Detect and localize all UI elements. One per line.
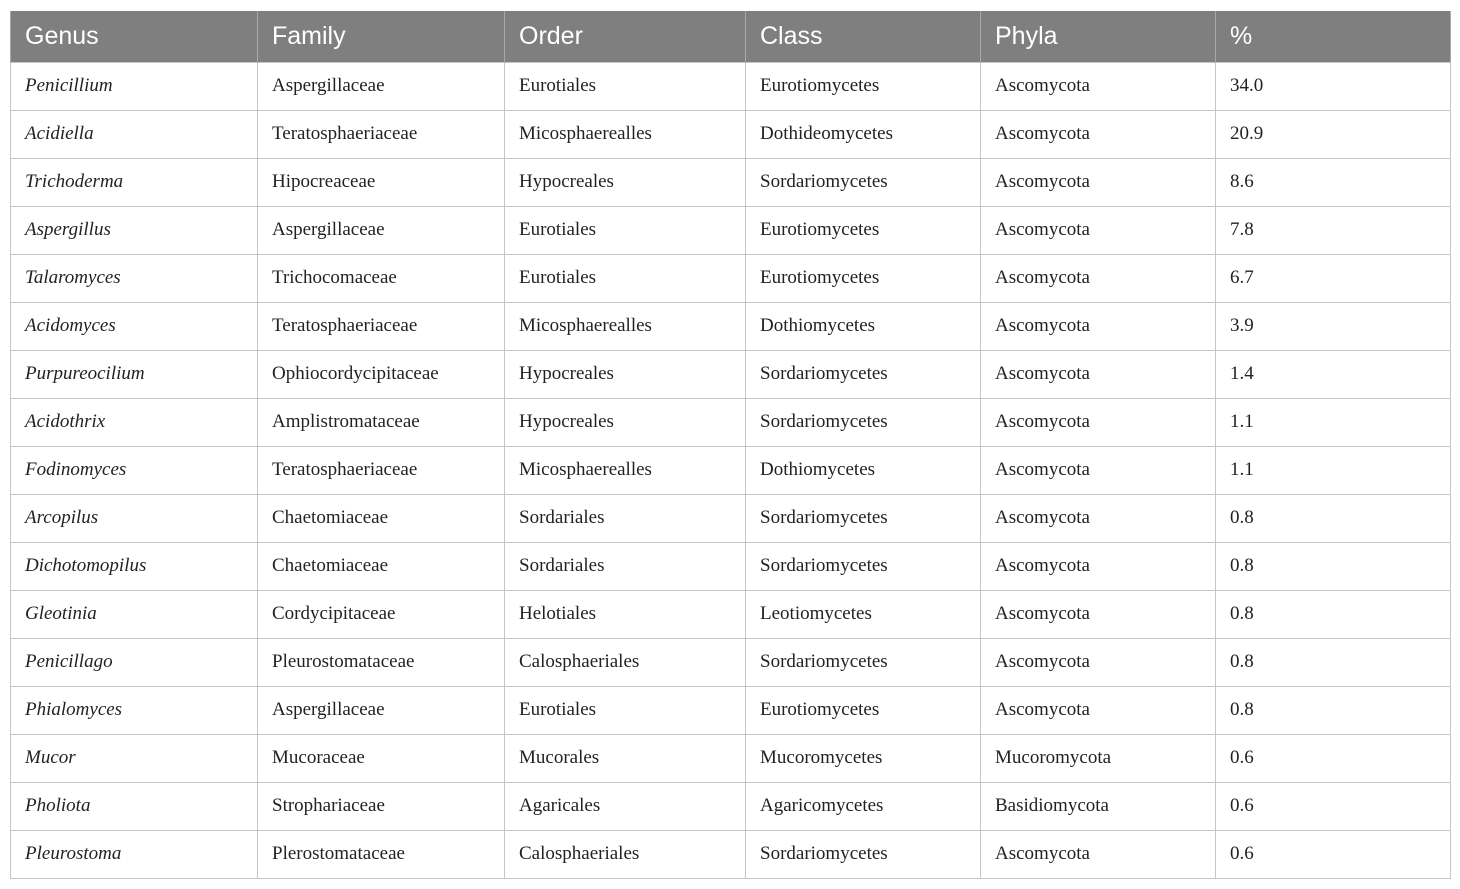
table-row bbox=[11, 62, 1451, 110]
cell-order: Micosphaerealles bbox=[505, 110, 746, 158]
cell-genus: Trichoderma bbox=[11, 158, 258, 206]
cell-genus: Pleurostoma bbox=[11, 830, 258, 878]
cell-class: Agaricomycetes bbox=[746, 782, 981, 830]
cell-genus: Aspergillus bbox=[11, 206, 258, 254]
cell-family: Teratosphaeriaceae bbox=[258, 110, 505, 158]
cell-order: Hypocreales bbox=[505, 158, 746, 206]
table-row bbox=[11, 350, 1451, 398]
table-row bbox=[11, 398, 1451, 446]
cell-genus: Acidomyces bbox=[11, 302, 258, 350]
cell-class: Sordariomycetes bbox=[746, 494, 981, 542]
cell-genus: Talaromyces bbox=[11, 254, 258, 302]
cell-percent: 0.6 bbox=[1216, 782, 1451, 830]
cell-class: Dothiomycetes bbox=[746, 302, 981, 350]
cell-genus: Gleotinia bbox=[11, 590, 258, 638]
cell-order: Helotiales bbox=[505, 590, 746, 638]
header-phyla: Phyla bbox=[981, 11, 1216, 62]
table-row bbox=[11, 542, 1451, 590]
cell-phyla: Ascomycota bbox=[981, 158, 1216, 206]
cell-percent: 0.8 bbox=[1216, 590, 1451, 638]
table-row bbox=[11, 110, 1451, 158]
header-class: Class bbox=[746, 11, 981, 62]
table-row bbox=[11, 446, 1451, 494]
table-row bbox=[11, 158, 1451, 206]
cell-order: Mucorales bbox=[505, 734, 746, 782]
cell-class: Sordariomycetes bbox=[746, 398, 981, 446]
cell-genus: Penicillago bbox=[11, 638, 258, 686]
cell-genus: Penicillium bbox=[11, 62, 258, 110]
cell-class: Eurotiomycetes bbox=[746, 62, 981, 110]
cell-class: Eurotiomycetes bbox=[746, 254, 981, 302]
cell-percent: 0.6 bbox=[1216, 830, 1451, 878]
cell-percent: 1.1 bbox=[1216, 446, 1451, 494]
cell-family: Hipocreaceae bbox=[258, 158, 505, 206]
cell-genus: Dichotomopilus bbox=[11, 542, 258, 590]
cell-family: Aspergillaceae bbox=[258, 206, 505, 254]
cell-percent: 6.7 bbox=[1216, 254, 1451, 302]
cell-family: Aspergillaceae bbox=[258, 62, 505, 110]
table-row bbox=[11, 830, 1451, 878]
cell-class: Eurotiomycetes bbox=[746, 686, 981, 734]
cell-order: Eurotiales bbox=[505, 254, 746, 302]
table-header bbox=[11, 11, 1451, 62]
cell-phyla: Ascomycota bbox=[981, 206, 1216, 254]
cell-family: Strophariaceae bbox=[258, 782, 505, 830]
cell-order: Eurotiales bbox=[505, 206, 746, 254]
cell-phyla: Ascomycota bbox=[981, 254, 1216, 302]
fungal-genera-table-container bbox=[10, 11, 1450, 879]
cell-phyla: Ascomycota bbox=[981, 62, 1216, 110]
cell-order: Hypocreales bbox=[505, 350, 746, 398]
cell-family: Cordycipitaceae bbox=[258, 590, 505, 638]
cell-phyla: Mucoromycota bbox=[981, 734, 1216, 782]
cell-genus: Acidothrix bbox=[11, 398, 258, 446]
cell-phyla: Ascomycota bbox=[981, 830, 1216, 878]
cell-family: Plerostomataceae bbox=[258, 830, 505, 878]
cell-genus: Pholiota bbox=[11, 782, 258, 830]
fungal-genera-table bbox=[10, 11, 1451, 879]
cell-percent: 1.1 bbox=[1216, 398, 1451, 446]
cell-order: Calosphaeriales bbox=[505, 830, 746, 878]
cell-phyla: Ascomycota bbox=[981, 350, 1216, 398]
cell-percent: 20.9 bbox=[1216, 110, 1451, 158]
cell-class: Sordariomycetes bbox=[746, 830, 981, 878]
table-row bbox=[11, 734, 1451, 782]
cell-family: Trichocomaceae bbox=[258, 254, 505, 302]
header-family: Family bbox=[258, 11, 505, 62]
cell-phyla: Ascomycota bbox=[981, 494, 1216, 542]
cell-order: Eurotiales bbox=[505, 686, 746, 734]
cell-class: Sordariomycetes bbox=[746, 350, 981, 398]
cell-class: Mucoromycetes bbox=[746, 734, 981, 782]
cell-order: Calosphaeriales bbox=[505, 638, 746, 686]
table-row bbox=[11, 638, 1451, 686]
cell-family: Chaetomiaceae bbox=[258, 542, 505, 590]
table-body bbox=[11, 62, 1451, 878]
cell-phyla: Ascomycota bbox=[981, 638, 1216, 686]
cell-order: Sordariales bbox=[505, 542, 746, 590]
cell-phyla: Ascomycota bbox=[981, 110, 1216, 158]
table-row bbox=[11, 686, 1451, 734]
cell-phyla: Ascomycota bbox=[981, 590, 1216, 638]
cell-percent: 0.8 bbox=[1216, 494, 1451, 542]
cell-family: Amplistromataceae bbox=[258, 398, 505, 446]
header-row bbox=[11, 11, 1451, 62]
cell-phyla: Ascomycota bbox=[981, 302, 1216, 350]
cell-phyla: Ascomycota bbox=[981, 446, 1216, 494]
cell-percent: 0.6 bbox=[1216, 734, 1451, 782]
cell-order: Agaricales bbox=[505, 782, 746, 830]
cell-percent: 3.9 bbox=[1216, 302, 1451, 350]
cell-genus: Arcopilus bbox=[11, 494, 258, 542]
cell-order: Sordariales bbox=[505, 494, 746, 542]
cell-class: Leotiomycetes bbox=[746, 590, 981, 638]
cell-phyla: Ascomycota bbox=[981, 398, 1216, 446]
cell-phyla: Ascomycota bbox=[981, 686, 1216, 734]
cell-phyla: Ascomycota bbox=[981, 542, 1216, 590]
table-row bbox=[11, 590, 1451, 638]
cell-family: Aspergillaceae bbox=[258, 686, 505, 734]
cell-percent: 0.8 bbox=[1216, 638, 1451, 686]
cell-class: Dothideomycetes bbox=[746, 110, 981, 158]
header-genus: Genus bbox=[11, 11, 258, 62]
cell-order: Eurotiales bbox=[505, 62, 746, 110]
table-row bbox=[11, 494, 1451, 542]
cell-class: Dothiomycetes bbox=[746, 446, 981, 494]
cell-order: Micosphaerealles bbox=[505, 302, 746, 350]
cell-class: Sordariomycetes bbox=[746, 158, 981, 206]
cell-family: Pleurostomataceae bbox=[258, 638, 505, 686]
table-row bbox=[11, 206, 1451, 254]
cell-family: Chaetomiaceae bbox=[258, 494, 505, 542]
header-percent: % bbox=[1216, 11, 1451, 62]
cell-percent: 1.4 bbox=[1216, 350, 1451, 398]
cell-percent: 0.8 bbox=[1216, 686, 1451, 734]
cell-class: Sordariomycetes bbox=[746, 638, 981, 686]
table-row bbox=[11, 302, 1451, 350]
header-order: Order bbox=[505, 11, 746, 62]
table-row bbox=[11, 782, 1451, 830]
cell-percent: 0.8 bbox=[1216, 542, 1451, 590]
cell-percent: 34.0 bbox=[1216, 62, 1451, 110]
cell-family: Ophiocordycipitaceae bbox=[258, 350, 505, 398]
cell-class: Sordariomycetes bbox=[746, 542, 981, 590]
cell-order: Hypocreales bbox=[505, 398, 746, 446]
cell-genus: Purpureocilium bbox=[11, 350, 258, 398]
cell-phyla: Basidiomycota bbox=[981, 782, 1216, 830]
cell-class: Eurotiomycetes bbox=[746, 206, 981, 254]
cell-genus: Mucor bbox=[11, 734, 258, 782]
cell-family: Teratosphaeriaceae bbox=[258, 446, 505, 494]
table-row bbox=[11, 254, 1451, 302]
cell-family: Mucoraceae bbox=[258, 734, 505, 782]
cell-genus: Phialomyces bbox=[11, 686, 258, 734]
cell-genus: Acidiella bbox=[11, 110, 258, 158]
cell-percent: 8.6 bbox=[1216, 158, 1451, 206]
cell-family: Teratosphaeriaceae bbox=[258, 302, 505, 350]
cell-genus: Fodinomyces bbox=[11, 446, 258, 494]
cell-percent: 7.8 bbox=[1216, 206, 1451, 254]
cell-order: Micosphaerealles bbox=[505, 446, 746, 494]
